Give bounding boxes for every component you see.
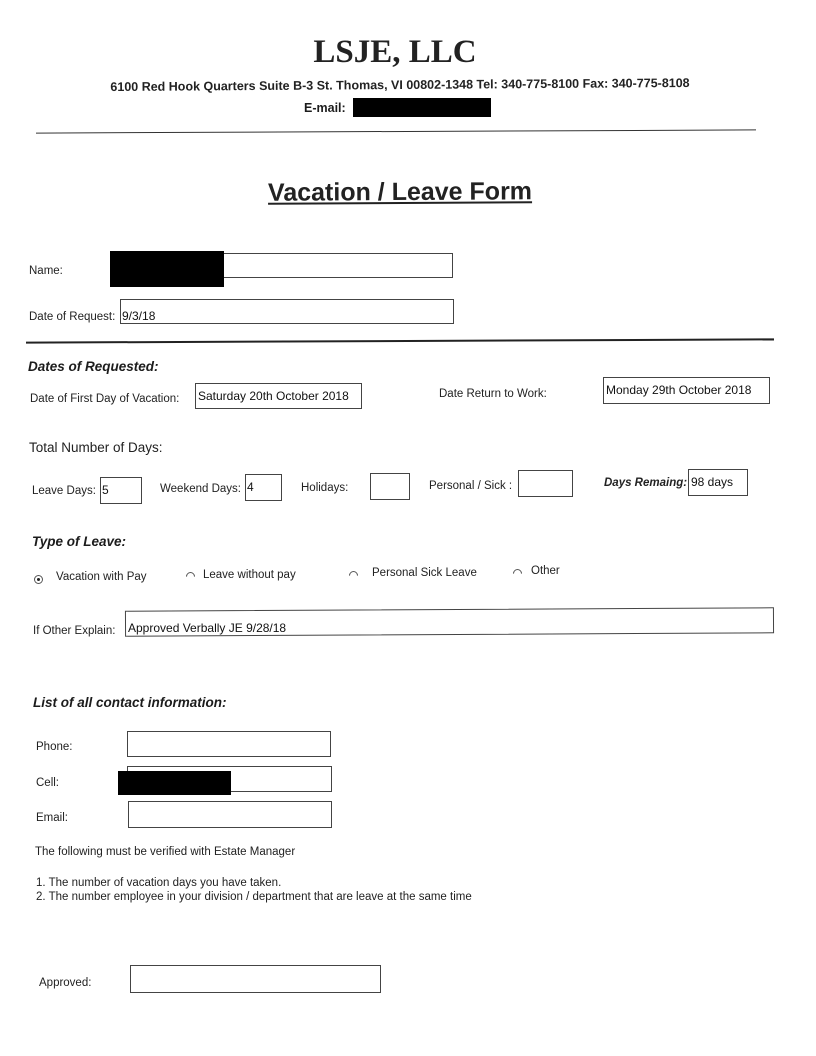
first-day-label: Date of First Day of Vacation: [30, 393, 180, 405]
leave-without-pay-radio[interactable] [184, 570, 197, 583]
phone-field[interactable] [127, 731, 331, 757]
return-to-work-value: Monday 29th October 2018 [606, 383, 752, 397]
email-field-label: Email: [36, 812, 68, 824]
verification-intro: The following must be verified with Estate Manager [35, 846, 296, 858]
return-to-work-label: Date Return to Work: [439, 388, 547, 400]
redacted-email [353, 98, 491, 117]
date-of-request-field[interactable] [120, 299, 454, 324]
days-remaining-label: Days Remaing: [604, 477, 688, 489]
phone-label: Phone: [36, 741, 73, 753]
weekend-days-label: Weekend Days: [160, 483, 241, 495]
verification-item-1: 1. The number of vacation days you have taken. [36, 877, 282, 889]
redacted-name [110, 251, 224, 287]
approved-label: Approved: [39, 977, 92, 989]
leave-days-value: 5 [102, 483, 109, 497]
vacation-with-pay-label: Vacation with Pay [56, 571, 147, 583]
form-title: Vacation / Leave Form [267, 177, 533, 207]
personal-sick-leave-label: Personal Sick Leave [372, 567, 477, 579]
email-label: E-mail: [304, 101, 346, 115]
first-day-value: Saturday 20th October 2018 [198, 389, 349, 403]
vacation-with-pay-radio[interactable] [34, 575, 43, 584]
days-remaining-value: 98 days [691, 475, 734, 489]
approved-field[interactable] [130, 965, 381, 993]
other-radio[interactable] [511, 567, 524, 580]
date-of-request-label: Date of Request: [29, 311, 116, 323]
date-of-request-value: 9/3/18 [122, 309, 156, 323]
company-address: 6100 Red Hook Quarters Suite B-3 St. Thomas, VI 00802-1348 Tel: 340-775-8100 Fax: 340-775-8108 [110, 75, 690, 95]
section-divider [26, 338, 774, 343]
personal-sick-leave-radio[interactable] [347, 569, 360, 582]
header-divider [36, 129, 756, 133]
holidays-field[interactable] [370, 473, 410, 500]
dates-heading: Dates of Requested: [28, 359, 159, 374]
other-label: Other [531, 565, 560, 577]
weekend-days-value: 4 [247, 480, 254, 494]
leave-days-label: Leave Days: [32, 485, 96, 497]
company-name: LSJE, LLC [313, 34, 477, 70]
other-explain-value: Approved Verbally JE 9/28/18 [128, 621, 287, 635]
personal-sick-label: Personal / Sick : [429, 480, 513, 492]
cell-label: Cell: [36, 777, 60, 789]
total-days-heading: Total Number of Days: [29, 440, 163, 455]
email-field[interactable] [128, 801, 332, 828]
holidays-label: Holidays: [301, 482, 349, 494]
contact-heading: List of all contact information: [33, 695, 227, 710]
other-explain-label: If Other Explain: [33, 625, 116, 637]
verification-item-2: 2. The number employee in your division / department that are leave at the same time [36, 891, 472, 903]
personal-sick-field[interactable] [518, 470, 573, 497]
leave-without-pay-label: Leave without pay [203, 569, 296, 581]
redacted-cell [118, 771, 231, 795]
name-label: Name: [29, 265, 63, 277]
leave-type-heading: Type of Leave: [32, 534, 127, 549]
